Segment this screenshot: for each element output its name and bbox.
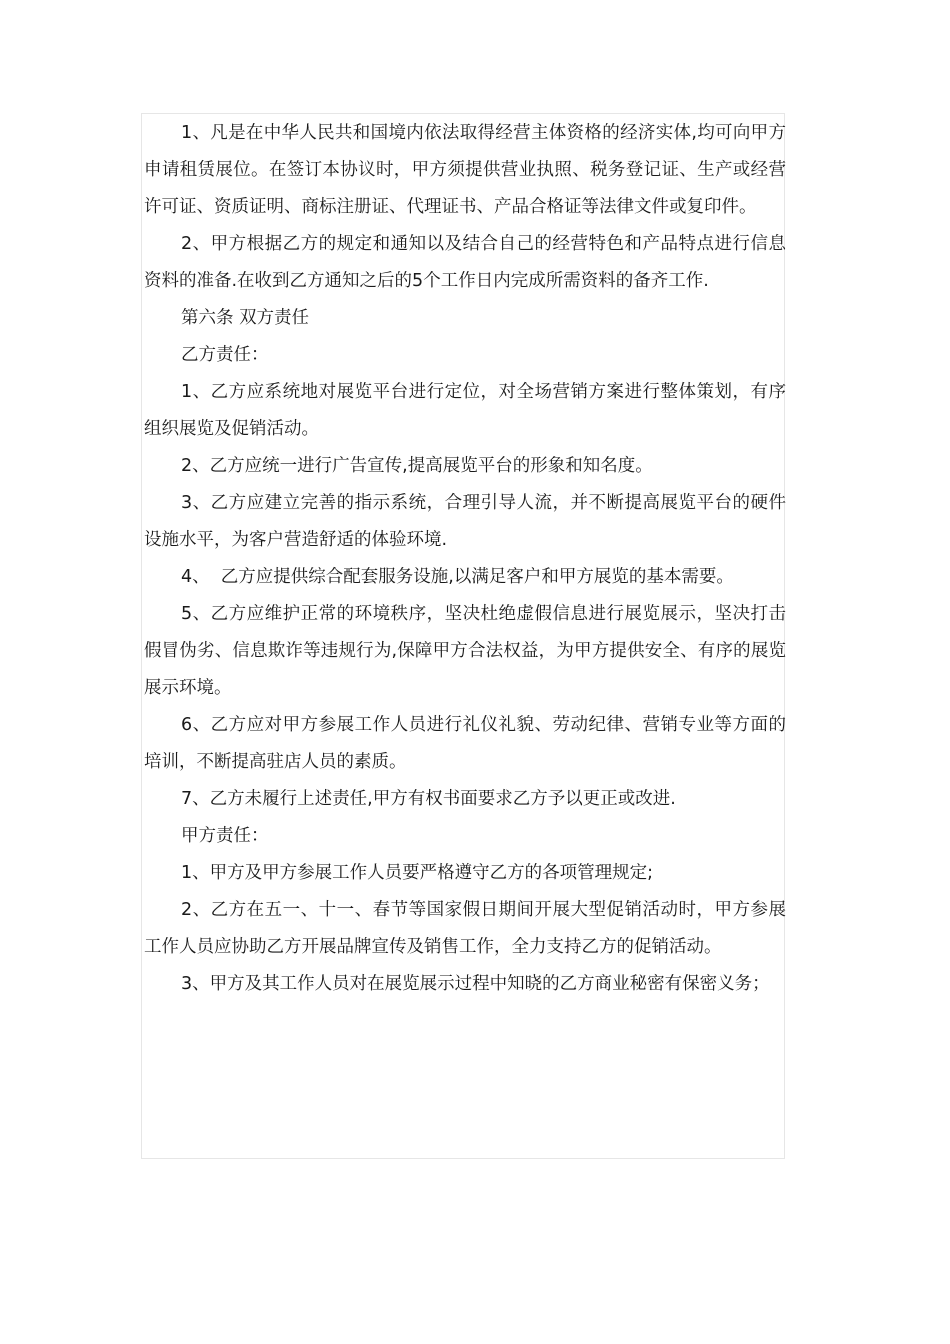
party-a-duty-3: 3、甲方及其工作人员对在展览展示过程中知晓的乙方商业秘密有保密义务； [181,974,770,994]
party-b-duty-5: 5、乙方应维护正常的环境秩序，坚决杜绝虚假信息进行展览展示，坚决打击假冒伪劣、信息欺诈等违规行为,保障甲方合法权益，为甲方提供安全、有序的展览展示环境。 [144,604,786,698]
party-b-duty-6: 6、乙方应对甲方参展工作人员进行礼仪礼貌、劳动纪律、营销专业等方面的培训，不断提高驻店人员的素质。 [144,715,786,772]
section-heading-article-6: 第六条 双方责任 [181,308,310,328]
party-b-duty-1: 1、乙方应系统地对展览平台进行定位，对全场营销方案进行整体策划，有序组织展览及促销活动。 [144,382,786,439]
party-b-duty-3: 3、乙方应建立完善的指示系统，合理引导人流，并不断提高展览平台的硬件设施水平，为客户营造舒适的体验环境. [144,493,786,550]
paragraph-clause-2: 2、甲方根据乙方的规定和通知以及结合自己的经营特色和产品特点进行信息资料的准备.在收到乙方通知之后的5个工作日内完成所需资料的备齐工作. [144,234,786,291]
document-body [144,115,786,1003]
subheading-party-a-duties: 甲方责任： [181,826,269,846]
party-b-duty-2: 2、乙方应统一进行广告宣传,提高展览平台的形象和知名度。 [181,456,653,476]
paragraph-clause-1: 1、凡是在中华人民共和国境内依法取得经营主体资格的经济实体,均可向甲方申请租赁展位。在签订本协议时，甲方须提供营业执照、税务登记证、生产或经营许可证、资质证明、商标注册证、代理证书、产品合格证等法律文件或复印件。 [144,123,786,217]
party-a-duty-2: 2、乙方在五一、十一、春节等国家假日期间开展大型促销活动时，甲方参展工作人员应协助乙方开展品牌宣传及销售工作，全力支持乙方的促销活动。 [144,900,786,957]
party-a-duty-1: 1、甲方及甲方参展工作人员要严格遵守乙方的各项管理规定; [181,863,654,883]
subheading-party-b-duties: 乙方责任： [181,345,269,365]
party-b-duty-7: 7、乙方未履行上述责任,甲方有权书面要求乙方予以更正或改进. [181,789,676,809]
party-b-duty-4: 4、 乙方应提供综合配套服务设施,以满足客户和甲方展览的基本需要。 [181,567,734,587]
